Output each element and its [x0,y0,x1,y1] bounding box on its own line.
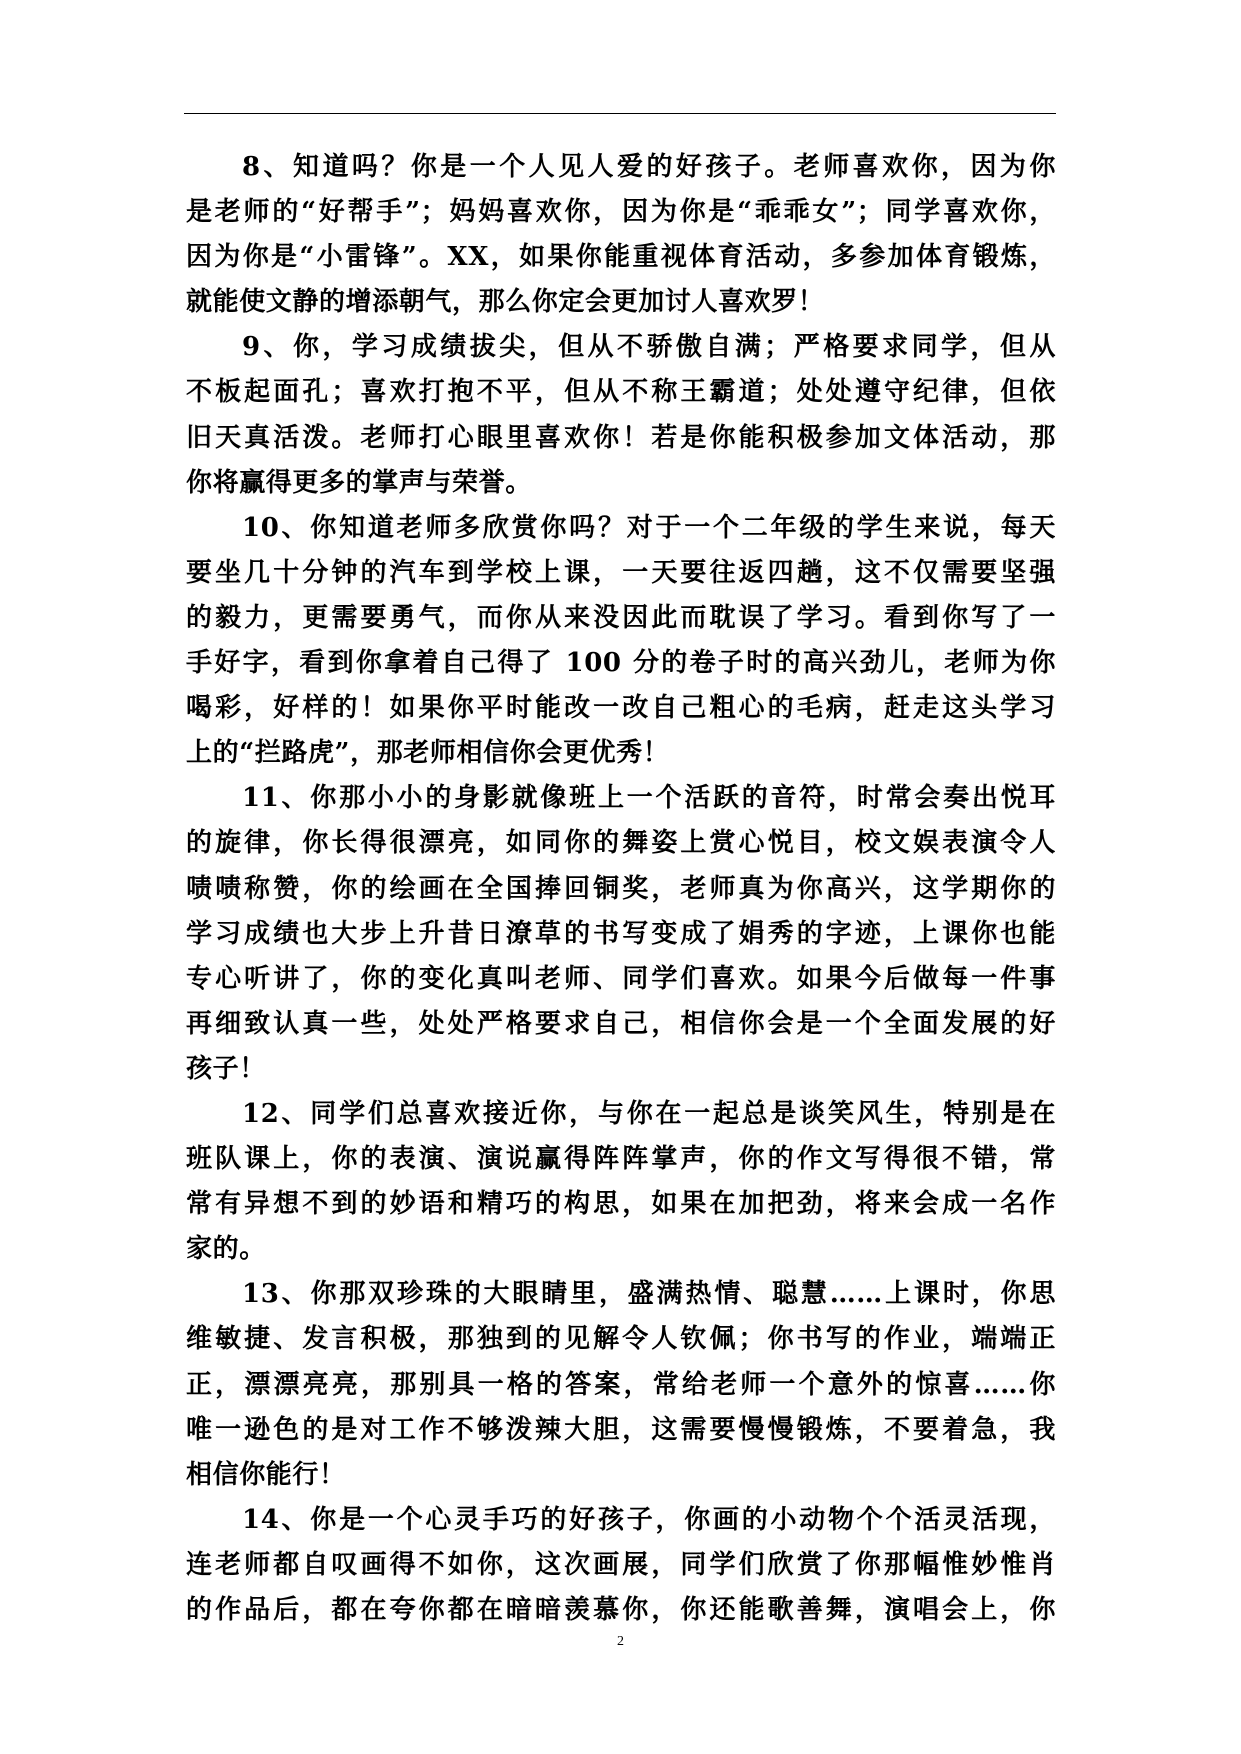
text-line: 12、同学们总喜欢接近你，与你在一起总是谈笑风生，特别是在 [242,1098,1056,1129]
text-line: 唯一逊色的是对工作不够泼辣大胆，这需要慢慢锻炼，不要着急，我 [186,1414,1056,1445]
text-line: 家的。 [186,1234,266,1265]
text-line: 孩子！ [186,1053,266,1084]
text-line: 是老师的“好帮手”；妈妈喜欢你，因为你是“乖乖女”；同学喜欢你， [186,197,1056,228]
text-line: 不板起面孔；喜欢打抱不平，但从不称王霸道；处处遵守纪律，但依 [186,377,1056,408]
text-line: 相信你能行！ [186,1459,346,1490]
text-line: 8、知道吗？你是一个人见人爱的好孩子。老师喜欢你，因为你 [242,152,1056,182]
text-line: 就能使文静的增添朝气，那么你定会更加讨人喜欢罗！ [186,287,825,318]
document-body [186,145,1056,1633]
text-line: 11、你那小小的身影就像班上一个活跃的音符，时常会奏出悦耳 [242,783,1056,814]
text-line: 的旋律，你长得很漂亮，如同你的舞姿上赏心悦目，校文娱表演令人 [186,828,1056,859]
paragraph [186,1272,1056,1497]
paragraph [186,1498,1056,1633]
text-line: 专心听讲了，你的变化真叫老师、同学们喜欢。如果今后做每一件事 [186,963,1056,994]
header-rule [184,113,1056,114]
text-line: 的作品后，都在夸你都在暗暗羡慕你，你还能歌善舞，演唱会上，你 [186,1595,1056,1625]
text-line: 班队课上，你的表演、演说赢得阵阵掌声，你的作文写得很不错，常 [186,1144,1056,1175]
text-line: 手好字，看到你拿着自己得了 100 分的卷子时的高兴劲儿，老师为你 [186,648,1056,679]
text-line: 9、你，学习成绩拔尖，但从不骄傲自满；严格要求同学，但从 [242,332,1056,363]
paragraph [186,506,1056,777]
paragraph [186,145,1056,325]
text-line: 啧啧称赞，你的绘画在全国捧回铜奖，老师真为你高兴，这学期你的 [186,873,1056,904]
text-line: 正，漂漂亮亮，那别具一格的答案，常给老师一个意外的惊喜……你 [186,1369,1056,1400]
text-line: 13、你那双珍珠的大眼睛里，盛满热情、聪慧……上课时，你思 [242,1279,1056,1310]
paragraph [186,1092,1056,1272]
text-line: 上的“拦路虎”，那老师相信你会更优秀！ [186,738,670,769]
text-line: 你将赢得更多的掌声与荣誉。 [186,467,532,498]
text-line: 再细致认真一些，处处严格要求自己，相信你会是一个全面发展的好 [186,1008,1056,1039]
page-number: 2 [617,1634,624,1649]
text-line: 旧天真活泼。老师打心眼里喜欢你！若是你能积极参加文体活动，那 [186,422,1056,453]
text-line: 学习成绩也大步上升昔日潦草的书写变成了娟秀的字迹，上课你也能 [186,918,1056,949]
text-line: 常有异想不到的妙语和精巧的构思，如果在加把劲，将来会成一名作 [186,1189,1056,1220]
text-line: 维敏捷、发言积极，那独到的见解令人钦佩；你书写的作业，端端正 [186,1324,1056,1355]
text-line: 10、你知道老师多欣赏你吗？对于一个二年级的学生来说，每天 [242,512,1056,543]
text-line: 14、你是一个心灵手巧的好孩子，你画的小动物个个活灵活现， [242,1504,1056,1535]
text-line: 的毅力，更需要勇气，而你从来没因此而耽误了学习。看到你写了一 [186,602,1056,633]
paragraph [186,776,1056,1092]
text-line: 喝彩，好样的！如果你平时能改一改自己粗心的毛病，赶走这头学习 [186,693,1056,724]
paragraph [186,325,1056,505]
text-line: 连老师都自叹画得不如你，这次画展，同学们欣赏了你那幅惟妙惟肖 [186,1549,1056,1580]
text-line: 因为你是“小雷锋”。XX，如果你能重视体育活动，多参加体育锻炼， [186,242,1056,273]
text-line: 要坐几十分钟的汽车到学校上课，一天要往返四趟，这不仅需要坚强 [186,557,1056,588]
